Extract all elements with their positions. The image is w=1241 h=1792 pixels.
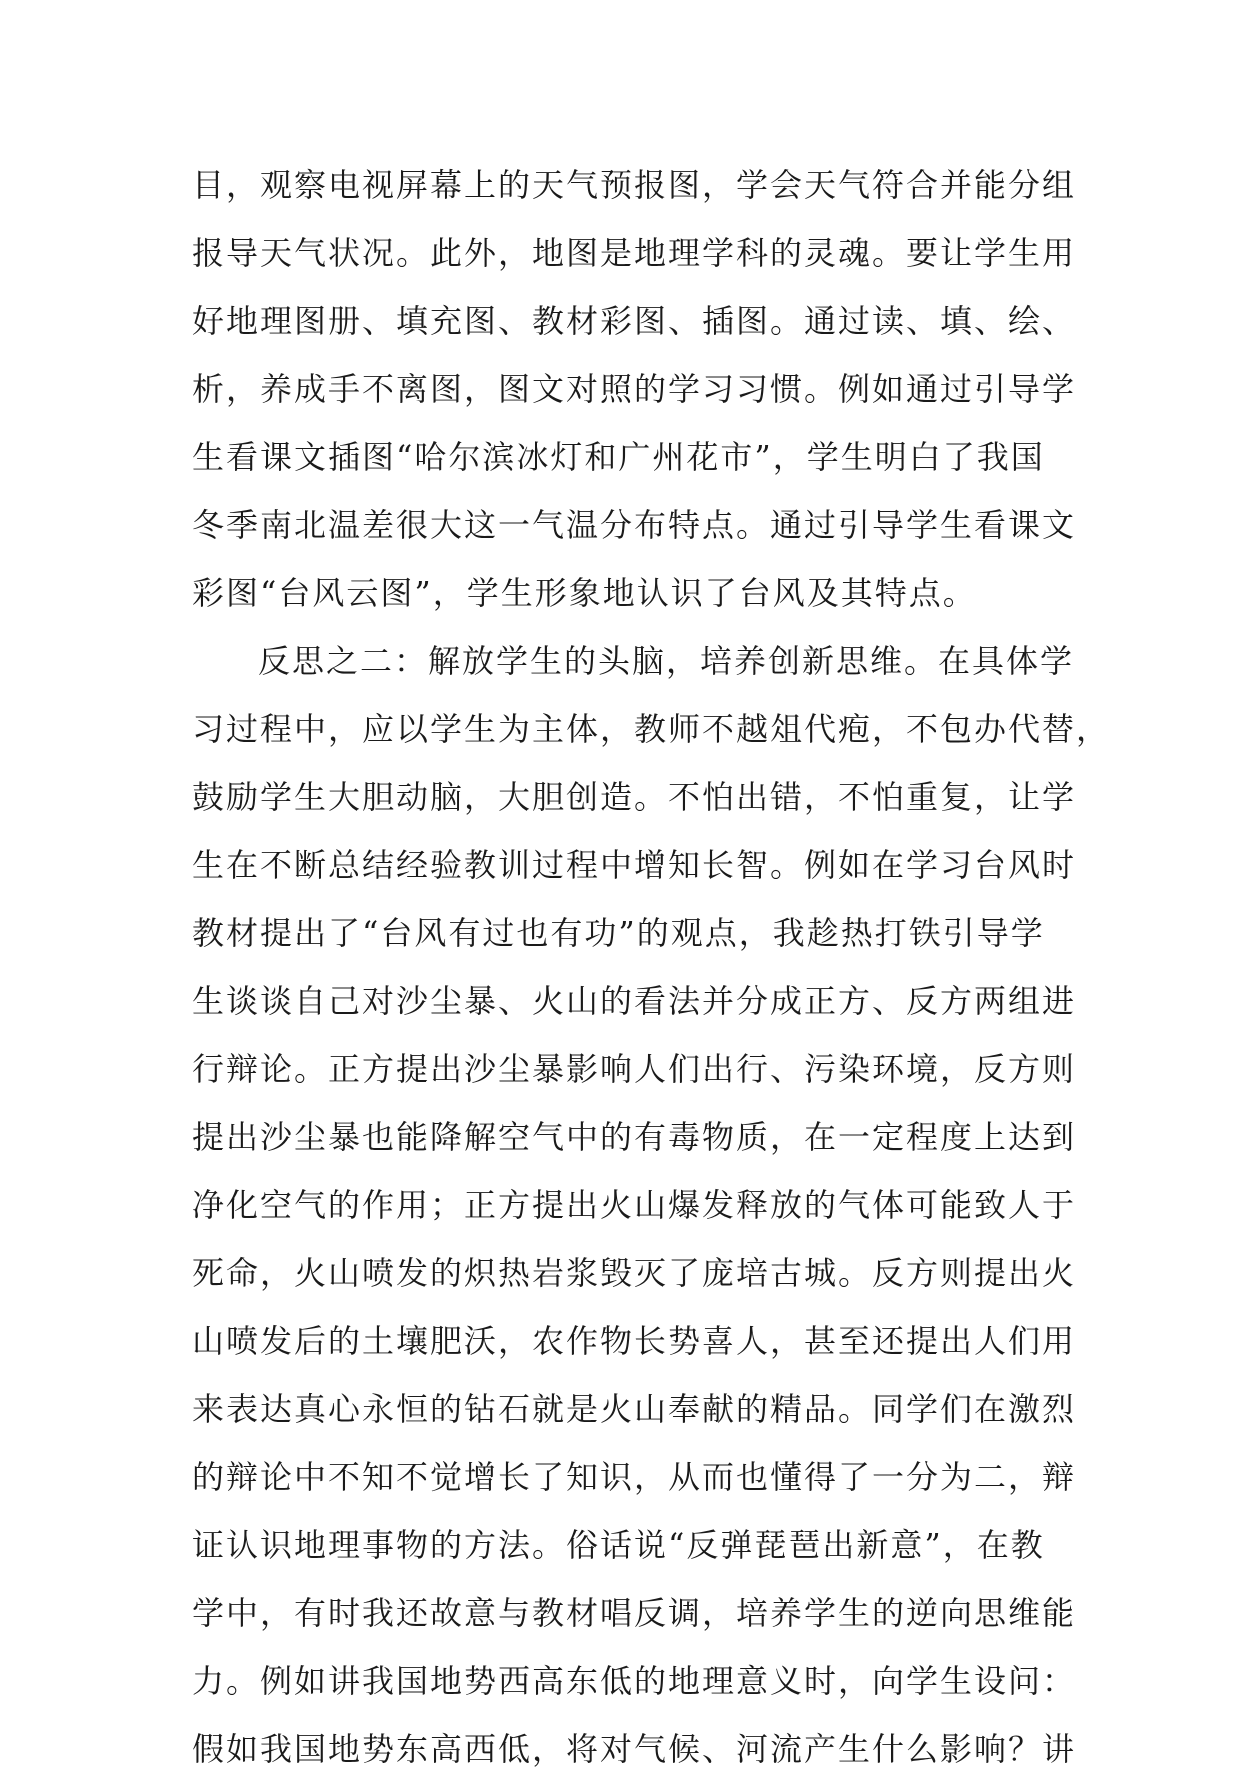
text-line: 学中，有时我还故意与教材唱反调，培养学生的逆向思维能 bbox=[192, 1594, 1077, 1632]
text-line: 教材提出了“台风有过也有功”的观点，我趁热打铁引导学 bbox=[192, 914, 1045, 952]
text-line: 生在不断总结经验教训过程中增知长智。例如在学习台风时 bbox=[192, 846, 1077, 884]
paragraph-start-line: 反思之二：解放学生的头脑，培养创新思维。在具体学 bbox=[258, 642, 1075, 680]
text-line: 鼓励学生大胆动脑，大胆创造。不怕出错，不怕重复，让学 bbox=[192, 778, 1077, 816]
text-line: 提出沙尘暴也能降解空气中的有毒物质，在一定程度上达到 bbox=[192, 1118, 1077, 1156]
text-line: 习过程中，应以学生为主体，教师不越俎代疱，不包办代替， bbox=[192, 710, 1111, 748]
text-line: 证认识地理事物的方法。俗话说“反弹琵琶出新意”，在教 bbox=[192, 1526, 1045, 1564]
text-line: 力。例如讲我国地势西高东低的地理意义时，向学生设问： bbox=[192, 1662, 1077, 1700]
text-line: 彩图“台风云图”，学生形象地认识了台风及其特点。 bbox=[192, 574, 977, 612]
body-text bbox=[192, 160, 1111, 1792]
text-line: 假如我国地势东高西低，将对气候、河流产生什么影响？讲 bbox=[192, 1730, 1077, 1768]
text-line: 来表达真心永恒的钻石就是火山奉献的精品。同学们在激烈 bbox=[192, 1390, 1077, 1428]
text-line: 好地理图册、填充图、教材彩图、插图。通过读、填、绘、 bbox=[192, 302, 1077, 340]
text-line: 冬季南北温差很大这一气温分布特点。通过引导学生看课文 bbox=[192, 506, 1077, 544]
text-line: 析，养成手不离图，图文对照的学习习惯。例如通过引导学 bbox=[192, 370, 1077, 408]
text-line: 净化空气的作用；正方提出火山爆发释放的气体可能致人于 bbox=[192, 1186, 1077, 1224]
text-line: 生谈谈自己对沙尘暴、火山的看法并分成正方、反方两组进 bbox=[192, 982, 1077, 1020]
text-line: 行辩论。正方提出沙尘暴影响人们出行、污染环境，反方则 bbox=[192, 1050, 1077, 1088]
text-line: 目，观察电视屏幕上的天气预报图，学会天气符合并能分组 bbox=[192, 166, 1077, 204]
text-line: 的辩论中不知不觉增长了知识，从而也懂得了一分为二，辩 bbox=[192, 1458, 1077, 1496]
text-line: 山喷发后的土壤肥沃，农作物长势喜人，甚至还提出人们用 bbox=[192, 1322, 1077, 1360]
text-line: 报导天气状况。此外，地图是地理学科的灵魂。要让学生用 bbox=[192, 234, 1077, 272]
text-line: 生看课文插图“哈尔滨冰灯和广州花市”，学生明白了我国 bbox=[192, 438, 1045, 476]
text-line: 死命，火山喷发的炽热岩浆毁灭了庞培古城。反方则提出火 bbox=[192, 1254, 1077, 1292]
